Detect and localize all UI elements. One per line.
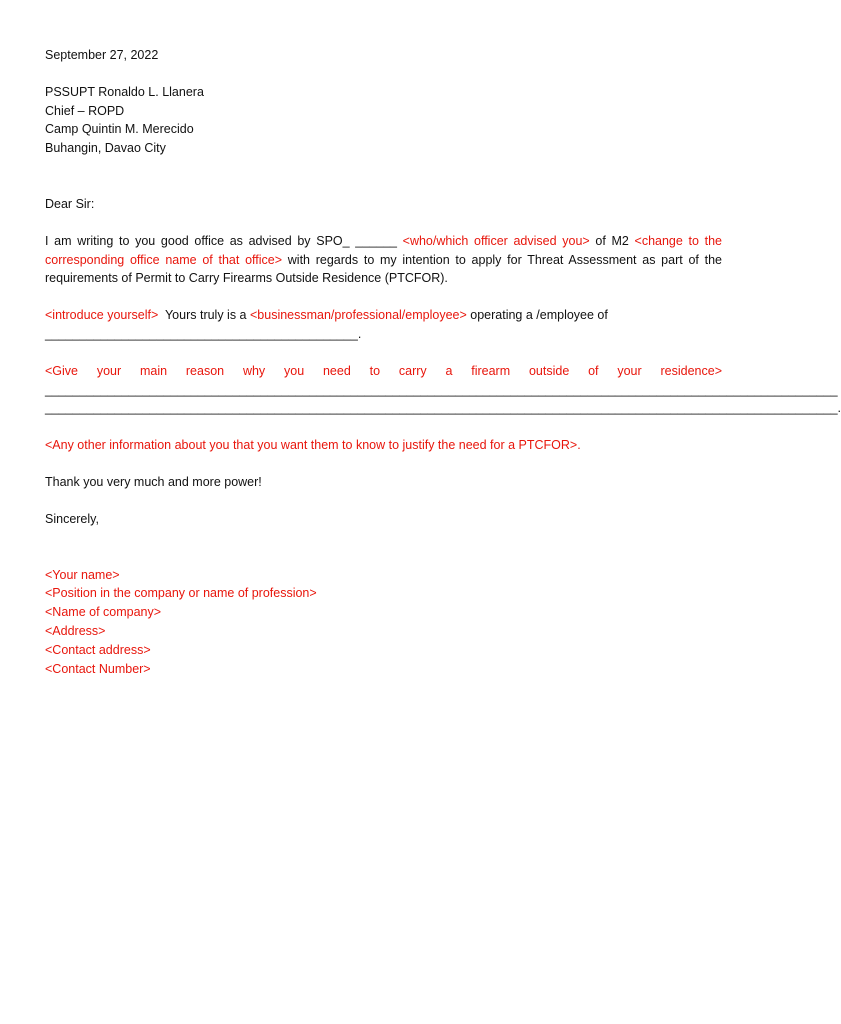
salutation: Dear Sir: xyxy=(45,196,95,211)
placeholder-contact-address: <Contact address> xyxy=(45,642,151,657)
placeholder-contact-number: <Contact Number> xyxy=(45,661,151,676)
reason-blank-line-1: __________________________________________________________________________________________________________________ xyxy=(45,382,838,397)
recipient-block xyxy=(45,83,722,158)
recipient-address-line-2: Buhangin, Davao City xyxy=(45,141,166,156)
referral-text-3: with regards to my intention to apply for Threat Assessment as part of the requirements of Permit to Carry Firearms Outside Residence (PTCFOR). xyxy=(45,252,722,286)
paragraph-reason xyxy=(45,362,841,418)
placeholder-your-name: <Your name> xyxy=(45,567,120,582)
placeholder-main-reason: <Give your main reason why you need to carry a firearm outside of your residence> xyxy=(45,363,722,378)
signature-block xyxy=(45,566,722,679)
recipient-title: Chief – ROPD xyxy=(45,103,125,118)
employer-blank-line: _____________________________________________. xyxy=(45,326,362,341)
letter-body xyxy=(45,46,841,678)
placeholder-company-name: <Name of company> xyxy=(45,605,162,620)
placeholder-other-information: <Any other information about you that you want them to know to justify the need for a PTCFOR>. xyxy=(45,438,581,453)
recipient-address-line-1: Camp Quintin M. Merecido xyxy=(45,122,194,137)
placeholder-occupation-type: <businessman/professional/employee> xyxy=(249,308,467,323)
paragraph-referral xyxy=(45,232,722,288)
recipient-name: PSSUPT Ronaldo L. Llanera xyxy=(45,84,204,99)
referral-text-1: I am writing to you good office as advised by SPO_ ______ xyxy=(45,233,403,248)
placeholder-address: <Address> xyxy=(45,623,106,638)
introduction-text-2: operating a /employee of xyxy=(466,308,608,323)
placeholder-position: <Position in the company or name of profession> xyxy=(45,586,317,601)
referral-text-2: of M2 xyxy=(589,233,635,248)
closing-line: Sincerely, xyxy=(45,511,99,526)
placeholder-advising-officer: <who/which officer advised you> xyxy=(402,233,590,248)
thank-you-line: Thank you very much and more power! xyxy=(45,474,262,489)
placeholder-introduce-yourself: <introduce yourself> xyxy=(45,308,159,323)
reason-blank-line-2: __________________________________________________________________________________________________________________. xyxy=(45,401,841,416)
placeholder-office-name: <change to the corresponding office name of that office> xyxy=(45,233,722,267)
paragraph-introduction xyxy=(45,306,722,344)
letter-date: September 27, 2022 xyxy=(45,48,159,62)
introduction-text-1: Yours truly is a xyxy=(158,308,250,323)
